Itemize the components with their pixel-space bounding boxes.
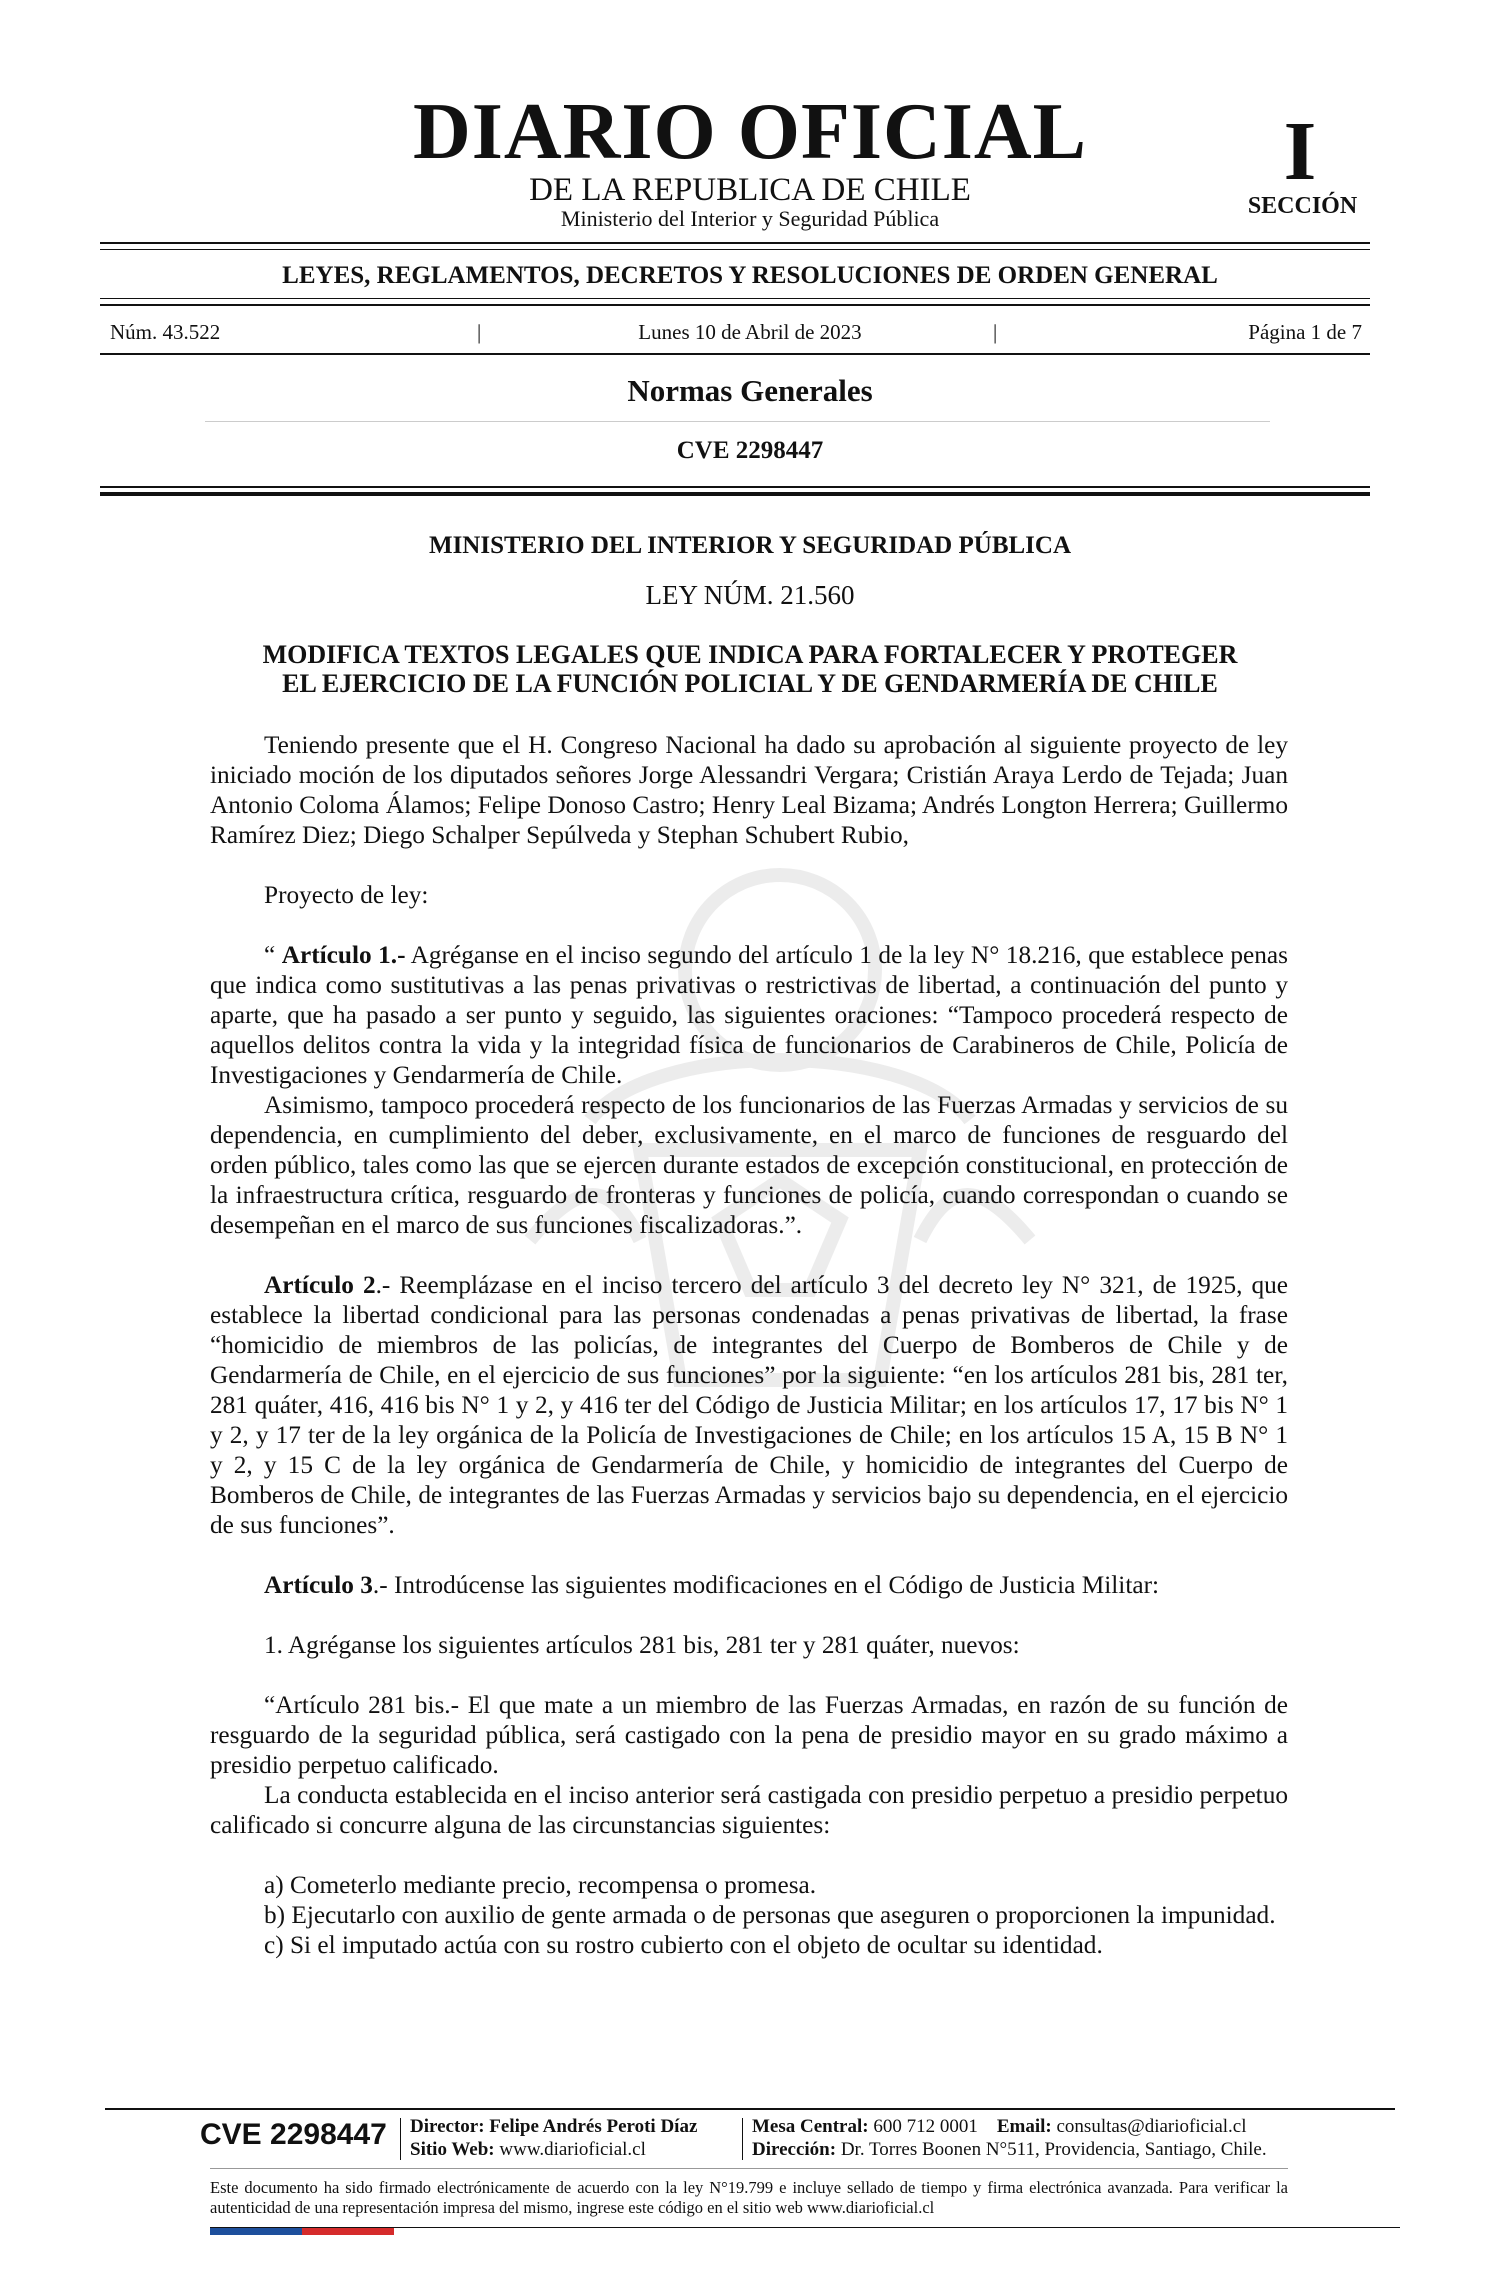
- header-rule-top-thin: [100, 249, 1370, 250]
- issue-date: Lunes 10 de Abril de 2023: [638, 320, 862, 344]
- circumstance-b: b) Ejecutarlo con auxilio de gente armada o de personas que aseguren o proporcionen la impunidad.: [264, 1901, 1276, 1929]
- email-link[interactable]: consultas@diarioficial.cl: [1056, 2116, 1247, 2137]
- footer-contact-block: [752, 2115, 1267, 2161]
- section-title-rule: [205, 421, 1270, 422]
- preamble-paragraph: Teniendo presente que el H. Congreso Nacional ha dado su aprobación al siguiente proyecto de ley iniciado moción de los diputados señores Jorge Alessandri Vergara; Cristián Araya Lerdo de Tejada; Juan Antonio Coloma Álamos; Felipe Donoso Castro; Henry Leal Bizama; Andrés Longton Herrera; Guillermo Ramírez Diez; Diego Schalper Sepúlveda y Stephan Schubert Rubio,: [210, 731, 1288, 849]
- article-1-open-quote: “: [264, 941, 282, 969]
- masthead-subtitle: DE LA REPUBLICA DE CHILE: [529, 172, 971, 208]
- law-title: [0, 640, 1500, 698]
- cve-rule: [100, 486, 1370, 488]
- footer-cve-code: CVE 2298447: [200, 2118, 387, 2151]
- law-title-line: MODIFICA TEXTOS LEGALES QUE INDICA PARA FORTALECER Y PROTEGER: [262, 640, 1238, 669]
- law-title-line: EL EJERCICIO DE LA FUNCIÓN POLICIAL Y DE GENDARMERÍA DE CHILE: [282, 669, 1218, 698]
- electronic-signature-notice: Este documento ha sido firmado electrónicamente de acuerdo con la ley N°19.799 e incluye sellado de tiempo y firma electrónica avanzada. Para verificar la autenticidad de una representación impresa del mismo, ingrese este código en el sitio web www.diarioficial.cl: [210, 2178, 1288, 2217]
- law-body: [210, 730, 1288, 1960]
- page-indicator: Página 1 de 7: [1248, 320, 1362, 344]
- meta-separator: |: [993, 320, 998, 344]
- article-2-label: Artículo 2: [264, 1271, 376, 1299]
- article-1-paragraph-2: Asimismo, tampoco procederá respecto de los funcionarios de las Fuerzas Armadas y servicios de su dependencia, en cumplimiento del deber, exclusivamente, en el marco de funciones de resguardo del orden público, tales como las que se ejercen durante estados de excepción constitucional, en protección de la infraestructura crítica, resguardo de fronteras y funciones de policía, cuando correspondan o cuando se desempeñan en el marco de sus funciones fiscalizadoras.”.: [210, 1091, 1288, 1239]
- flag-stripe-red: [302, 2228, 394, 2235]
- director-label: Director:: [410, 2116, 485, 2137]
- proyecto-label: Proyecto de ley:: [264, 881, 429, 909]
- band-rule: [100, 304, 1370, 306]
- web-label: Sitio Web:: [410, 2139, 495, 2160]
- footer-inner-rule: [210, 2168, 1288, 2169]
- footer-separator: [400, 2118, 401, 2160]
- cve-rule-thick: [100, 492, 1370, 496]
- article-1: [210, 940, 1288, 1090]
- meta-separator: |: [477, 320, 482, 344]
- article-3-label: Artículo 3: [264, 1571, 373, 1599]
- article-3-item-1: 1. Agréganse los siguientes artículos 281 bis, 281 ter y 281 quáter, nuevos:: [264, 1631, 1020, 1659]
- document-ministry: MINISTERIO DEL INTERIOR Y SEGURIDAD PÚBLICA: [428, 532, 1072, 559]
- footer-rule: [105, 2108, 1395, 2110]
- law-number: LEY NÚM. 21.560: [645, 580, 855, 610]
- circumstance-c: c) Si el imputado actúa con su rostro cubierto con el objeto de ocultar su identidad.: [264, 1931, 1103, 1959]
- footer-director-block: [410, 2115, 697, 2161]
- masthead-title: DIARIO OFICIAL: [412, 88, 1088, 176]
- mesa-phone: 600 712 0001: [873, 2116, 978, 2137]
- article-281-bis-paragraph-2: La conducta establecida en el inciso anterior será castigada con presidio perpetuo a presidio perpetuo calificado si concurre alguna de las circunstancias siguientes:: [210, 1781, 1288, 1839]
- article-2: [210, 1270, 1288, 1540]
- article-281-bis: “Artículo 281 bis.- El que mate a un miembro de las Fuerzas Armadas, en razón de su función de resguardo de la seguridad pública, será castigado con la pena de presidio mayor en su grado máximo a presidio perpetuo calificado.: [210, 1691, 1288, 1779]
- circumstance-a: a) Cometerlo mediante precio, recompensa o promesa.: [264, 1871, 817, 1899]
- mesa-label: Mesa Central:: [752, 2116, 869, 2137]
- address-value: Dr. Torres Boonen N°511, Providencia, Santiago, Chile.: [840, 2139, 1267, 2160]
- article-2-text: .- Reemplázase en el inciso tercero del artículo 3 del decreto ley N° 321, de 1925, que establece la libertad condicional para las personas condenadas a penas privativas de libertad, la frase “homicidio de miembros de las policías, de integrantes del Cuerpo de Bomberos de Chile y de Gendarmería de Chile, en el ejercicio de sus funciones” por la siguiente: “en los artículos 281 bis, 281 ter, 281 quáter, 416, 416 bis N° 1 y 2, y 416 ter del Código de Justicia Militar; en los artículos 17, 17 bis N° 1 y 2, y 17 ter de la ley orgánica de la Policía de Investigaciones de Chile; en los artículos 15 A, 15 B N° 1 y 2, y 15 C de la ley orgánica de Gendarmería de Chile, y homicidio de integrantes del Cuerpo de Bomberos de Chile, de integrantes de las Fuerzas Armadas y servicios bajo su dependencia, en el ejercicio de sus funciones”.: [210, 1271, 1288, 1539]
- director-name: Felipe Andrés Peroti Díaz: [489, 2116, 698, 2137]
- band-rule-thin: [100, 298, 1370, 299]
- meta-rule: [100, 353, 1370, 355]
- category-band: LEYES, REGLAMENTOS, DECRETOS Y RESOLUCIONES DE ORDEN GENERAL: [282, 262, 1218, 289]
- article-1-text: Agréganse en el inciso segundo del artículo 1 de la ley N° 18.216, que establece penas que indica como sustitutivas a las penas privativas o restrictivas de libertad, a continuación del punto y aparte, que ha pasado a ser punto y seguido, las siguientes oraciones: “Tampoco procederá respecto de aquellos delitos contra la vida y la integridad física de funcionarios de Carabineros de Chile, Policía de Investigaciones y Gendarmería de Chile.: [210, 941, 1288, 1089]
- section-number: I: [1283, 105, 1317, 198]
- article-3-text: .- Introdúcense las siguientes modificaciones en el Código de Justicia Militar:: [372, 1571, 1160, 1599]
- article-3: [210, 1570, 1288, 1600]
- section-label: SECCIÓN: [1247, 193, 1358, 219]
- footer-separator: [742, 2118, 743, 2160]
- email-label: Email:: [996, 2116, 1052, 2137]
- header-rule-top: [100, 242, 1370, 244]
- section-title: Normas Generales: [627, 373, 873, 408]
- masthead-ministry: Ministerio del Interior y Seguridad Pública: [560, 206, 940, 231]
- address-label: Dirección:: [752, 2139, 837, 2160]
- cve-code: CVE 2298447: [676, 437, 824, 464]
- article-1-label: Artículo 1.-: [281, 941, 406, 969]
- flag-stripe-blue: [210, 2228, 302, 2235]
- website-link[interactable]: www.diarioficial.cl: [499, 2139, 646, 2160]
- issue-number: Núm. 43.522: [110, 320, 221, 344]
